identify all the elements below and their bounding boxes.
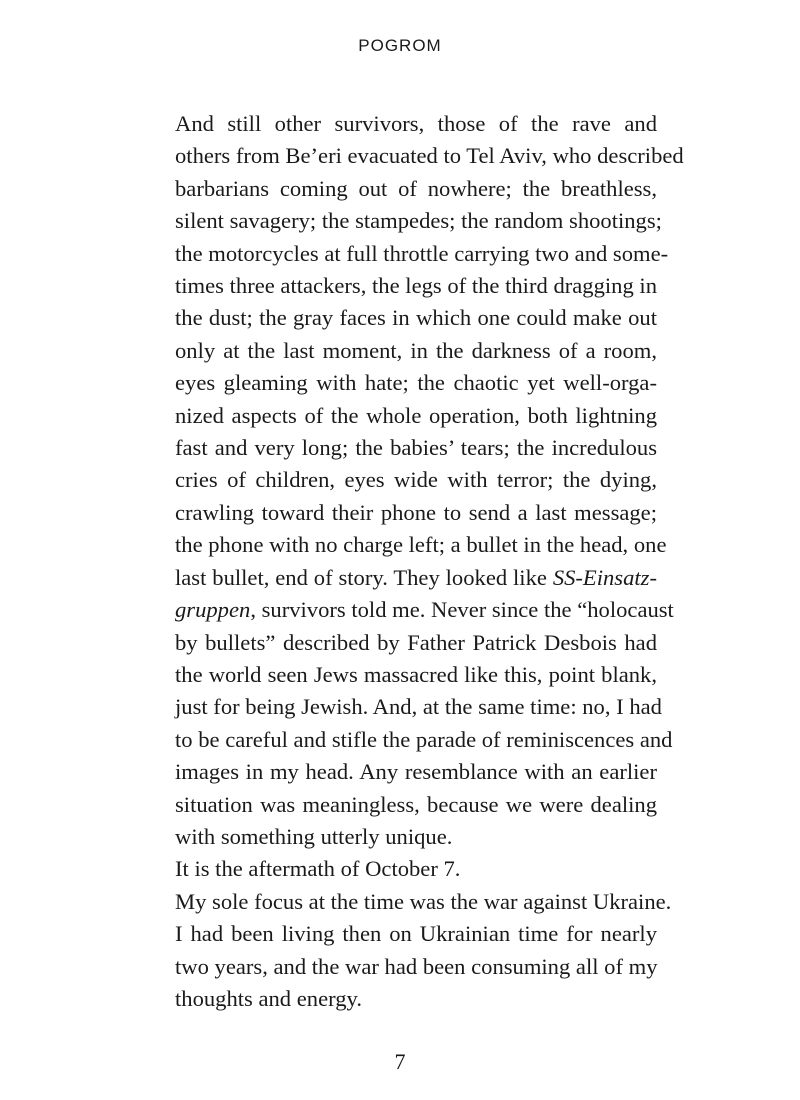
text-line: I had been living then on Ukrainian time for nearly xyxy=(175,921,657,947)
text-line: fast and very long; the babies’ tears; the incredulous xyxy=(175,435,657,461)
text-line xyxy=(145,594,674,626)
italic-term: gruppen xyxy=(175,597,251,623)
text-line: eyes gleaming with hate; the chaotic yet well-orga- xyxy=(175,370,657,396)
paragraph-2 xyxy=(145,853,657,885)
text-line: to be careful and stifle the parade of reminiscences and xyxy=(175,726,673,752)
text-line: times three attackers, the legs of the third dragging in xyxy=(175,273,657,299)
text-line: silent savagery; the stampedes; the random shootings; xyxy=(175,208,662,234)
body-text xyxy=(145,108,684,1015)
text-segment: last bullet, end of story. They looked like xyxy=(175,564,553,590)
paragraph-1 xyxy=(145,108,684,853)
page-number: 7 xyxy=(394,1049,406,1074)
text-line: situation was meaningless, because we were dealing xyxy=(175,791,657,817)
text-line: barbarians coming out of nowhere; the breathless, xyxy=(175,175,657,201)
text-line xyxy=(145,562,657,594)
italic-term: SS-Einsatz- xyxy=(552,564,657,590)
text-line: just for being Jewish. And, at the same time: no, I had xyxy=(175,694,662,720)
text-line: It is the aftermath of October 7. xyxy=(175,856,461,882)
paragraph-4 xyxy=(145,918,657,1015)
text-line: others from Be’eri evacuated to Tel Aviv, who described xyxy=(175,143,684,169)
text-line: cries of children, eyes wide with terror; the dying, xyxy=(175,467,657,493)
running-head: POGROM xyxy=(358,36,442,55)
text-segment: , survivors told me. Never since the “holocaust xyxy=(250,597,674,623)
text-line: with something utterly unique. xyxy=(175,823,453,849)
text-line: only at the last moment, in the darkness of a room, xyxy=(175,337,657,363)
text-line: crawling toward their phone to send a last message; xyxy=(175,499,657,525)
text-line: nized aspects of the whole operation, both lightning xyxy=(175,402,657,428)
text-line: thoughts and energy. xyxy=(175,985,362,1011)
text-line: by bullets” described by Father Patrick Desbois had xyxy=(175,629,657,655)
text-line: the motorcycles at full throttle carrying two and some- xyxy=(175,240,669,266)
text-line: images in my head. Any resemblance with an earlier xyxy=(175,759,657,785)
text-line: two years, and the war had been consuming all of my xyxy=(175,953,658,979)
paragraph-3 xyxy=(145,886,672,918)
text-line: My sole focus at the time was the war against Ukraine. xyxy=(175,888,672,914)
text-line: the world seen Jews massacred like this, point blank, xyxy=(175,661,657,687)
text-line: the phone with no charge left; a bullet in the head, one xyxy=(175,532,667,558)
text-line: And still other survivors, those of the rave and xyxy=(175,111,657,136)
text-line: the dust; the gray faces in which one could make out xyxy=(175,305,657,331)
